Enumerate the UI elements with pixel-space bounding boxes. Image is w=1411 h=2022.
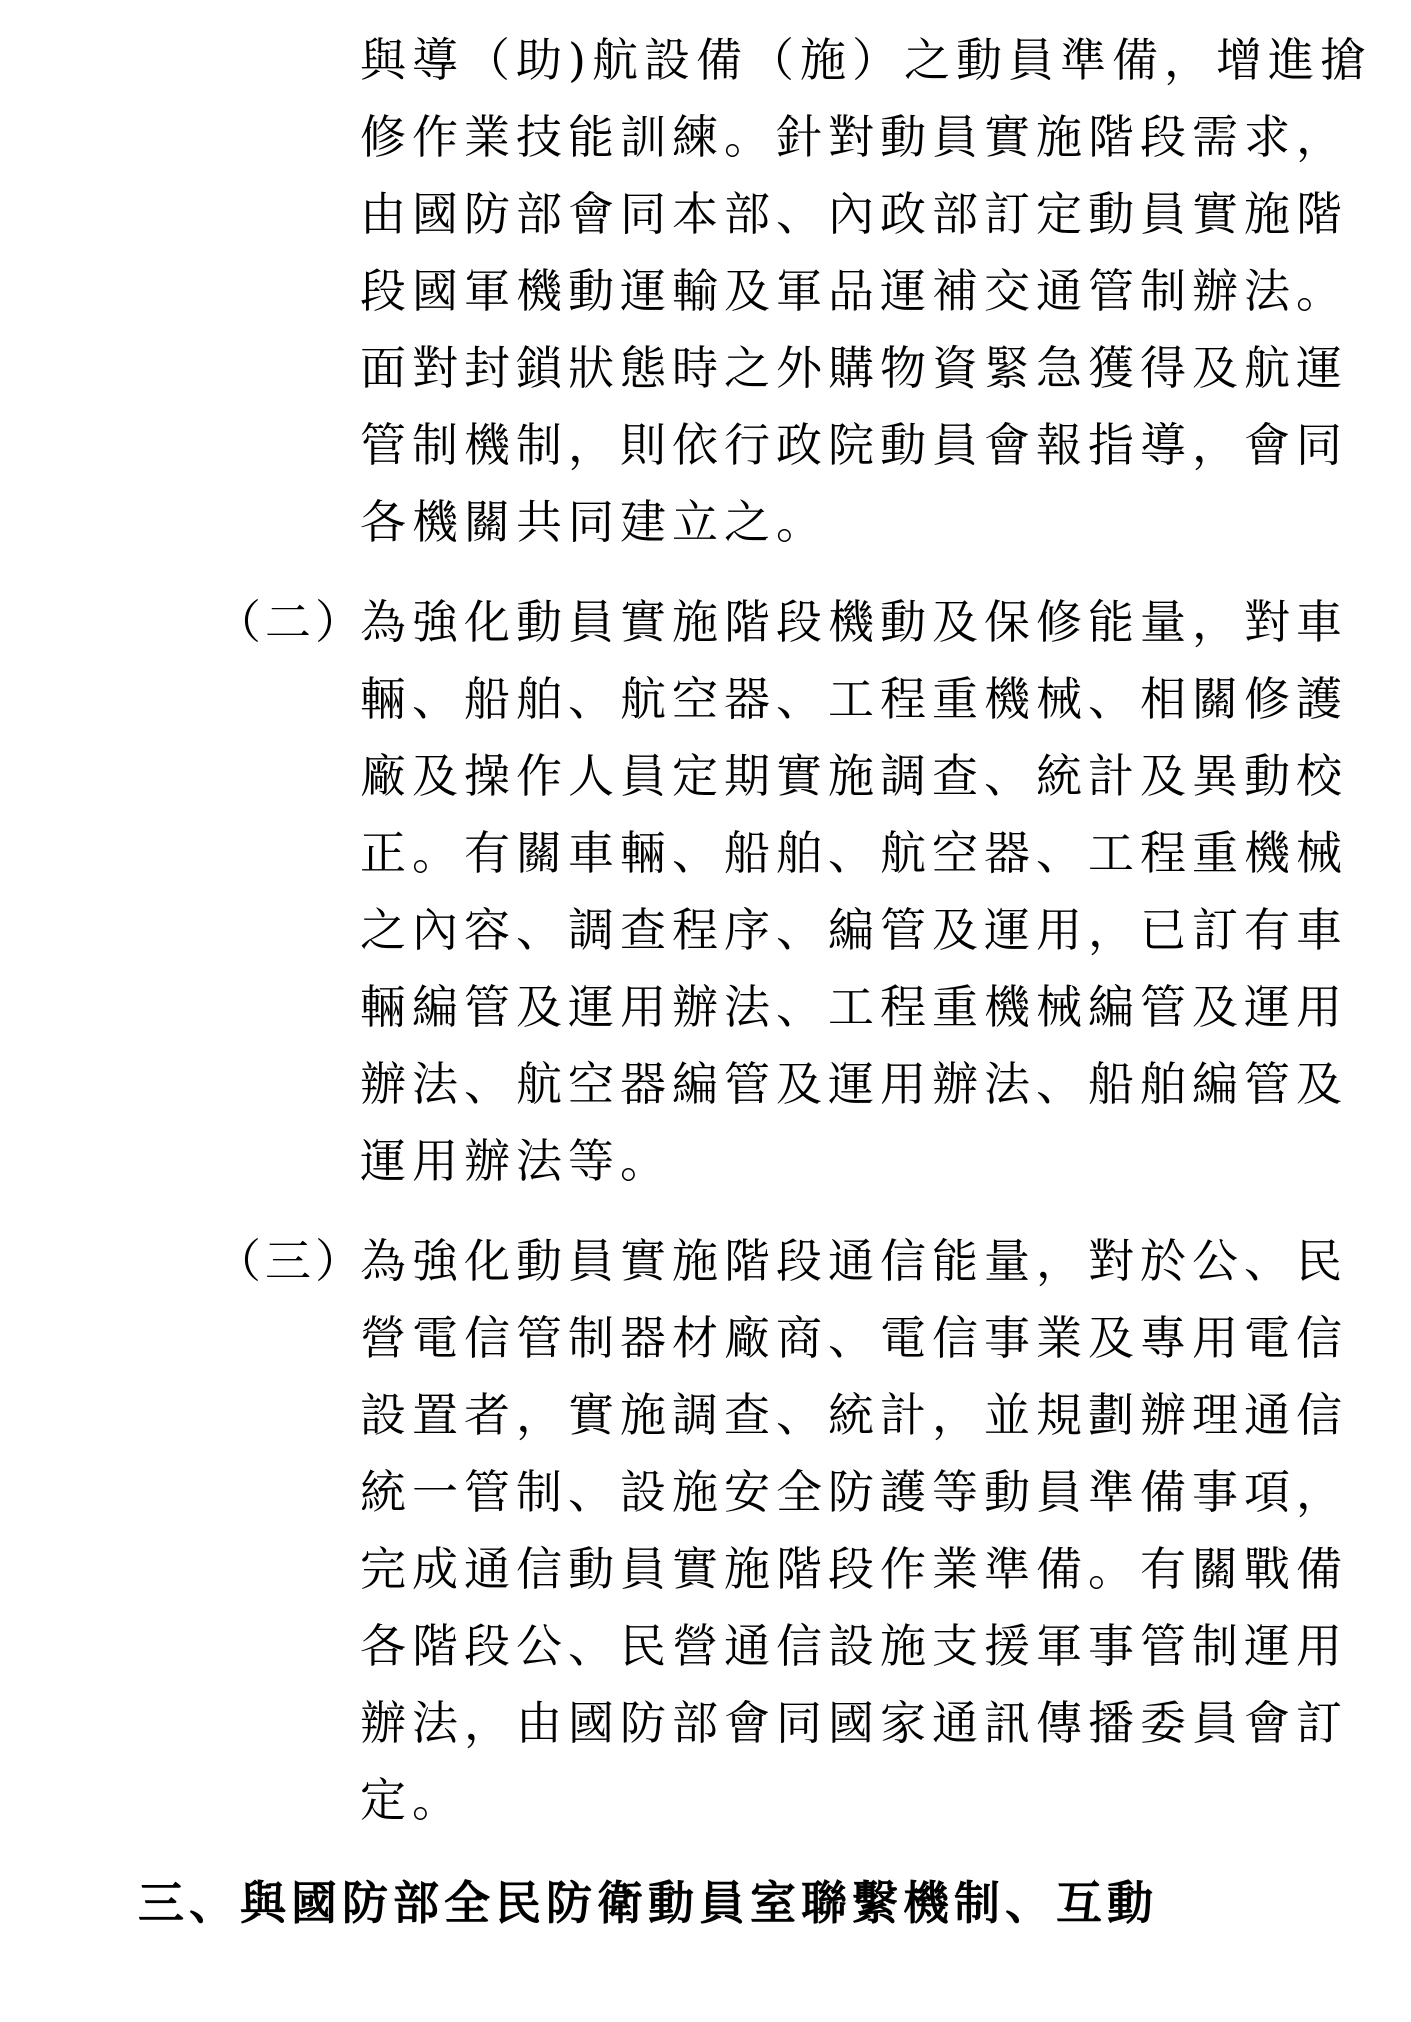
paragraph-line: 辦法，由國防部會同國家通訊傳播委員會訂 xyxy=(360,1696,1348,1750)
paragraph-line: 面對封鎖狀態時之外購物資緊急獲得及航運 xyxy=(360,341,1348,395)
paragraph-line: 輛編管及運用辦法、工程重機械編管及運用 xyxy=(360,980,1348,1034)
paragraph-line: 辦法、航空器編管及運用辦法、船舶編管及 xyxy=(360,1057,1348,1111)
paragraph-line: 之內容、調查程序、編管及運用，已訂有車 xyxy=(360,903,1348,957)
paragraph-line: 輛、船舶、航空器、工程重機械、相關修護 xyxy=(360,672,1348,726)
section-heading: 三、與國防部全民防衛動員室聯繫機制、互動 xyxy=(138,1876,1158,1930)
paragraph-line: 段國軍機動運輸及軍品運補交通管制辦法。 xyxy=(360,264,1348,318)
item-marker-3: （三） xyxy=(215,1234,365,1288)
paragraph-line: 營電信管制器材廠商、電信事業及專用電信 xyxy=(360,1311,1348,1365)
paragraph-line: 運用辦法等。 xyxy=(360,1134,672,1188)
paragraph-line: 為強化動員實施階段通信能量，對於公、民 xyxy=(360,1234,1348,1288)
paragraph-line: 與導（助)航設備（施）之動員準備，增進搶 xyxy=(360,33,1372,87)
paragraph-line: 各機關共同建立之。 xyxy=(360,495,828,549)
paragraph-line: 完成通信動員實施階段作業準備。有關戰備 xyxy=(360,1542,1348,1596)
paragraph-line: 設置者，實施調查、統計，並規劃辦理通信 xyxy=(360,1388,1348,1442)
paragraph-line: 正。有關車輛、船舶、航空器、工程重機械 xyxy=(360,826,1348,880)
paragraph-line: 修作業技能訓練。針對動員實施階段需求， xyxy=(360,110,1348,164)
paragraph-line: 廠及操作人員定期實施調查、統計及異動校 xyxy=(360,749,1348,803)
paragraph-line: 管制機制，則依行政院動員會報指導，會同 xyxy=(360,418,1348,472)
paragraph-line: 由國防部會同本部、內政部訂定動員實施階 xyxy=(360,187,1348,241)
paragraph-line: 統一管制、設施安全防護等動員準備事項， xyxy=(360,1465,1348,1519)
paragraph-line: 定。 xyxy=(360,1773,464,1827)
item-marker-2: （二） xyxy=(215,595,365,649)
paragraph-line: 為強化動員實施階段機動及保修能量，對車 xyxy=(360,595,1348,649)
paragraph-line: 各階段公、民營通信設施支援軍事管制運用 xyxy=(360,1619,1348,1673)
